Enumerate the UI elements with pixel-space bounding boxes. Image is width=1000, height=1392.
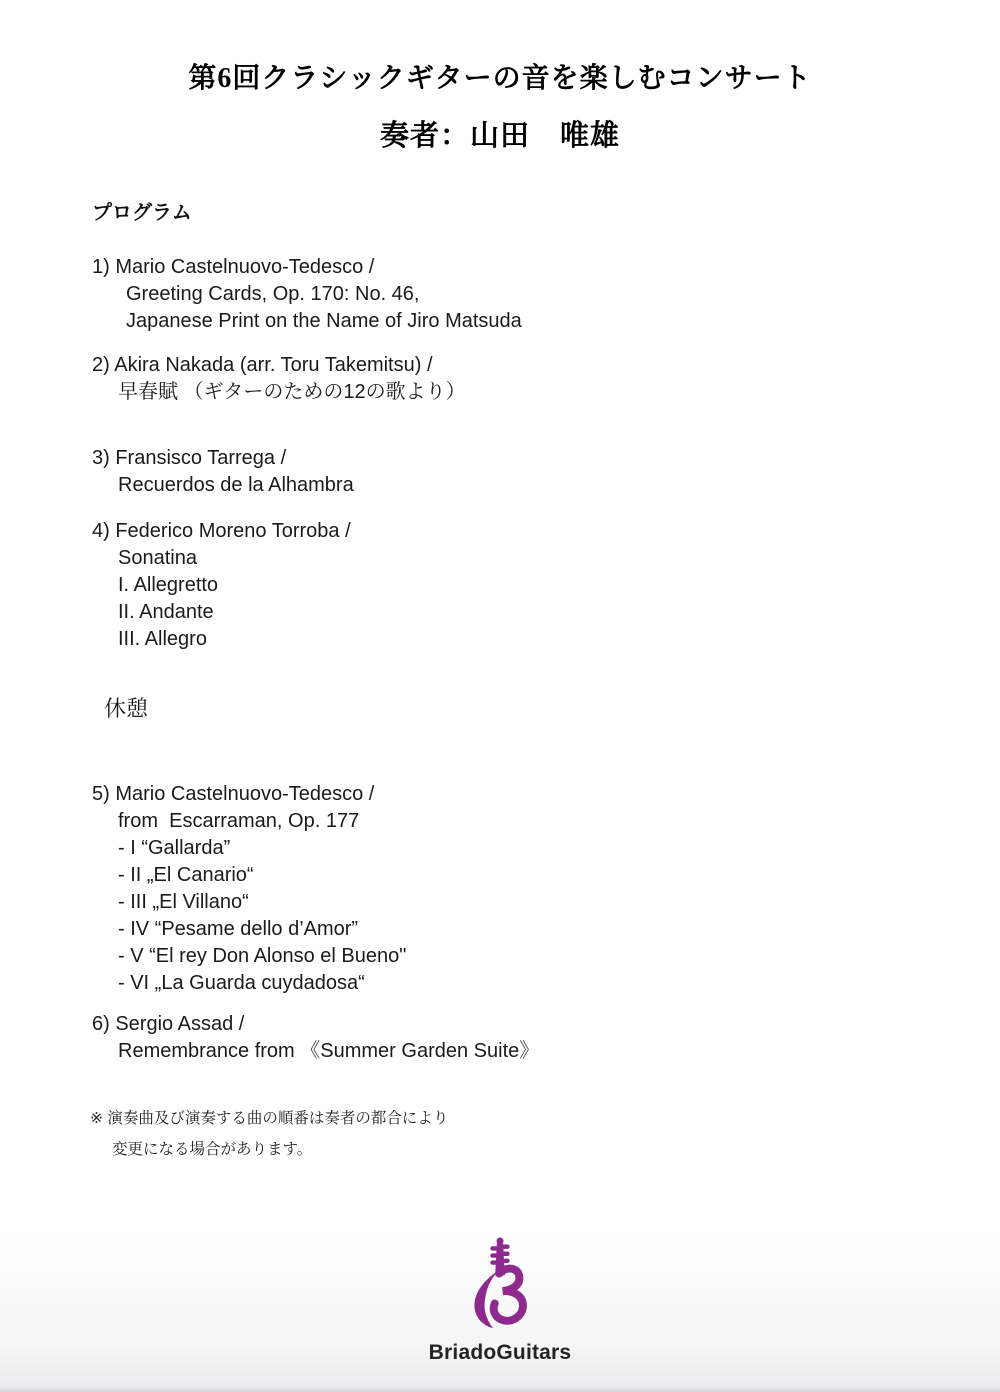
program-line: Greeting Cards, Op. 170: No. 46, [126, 283, 420, 305]
program-item-1 [92, 254, 522, 335]
program-item-3 [92, 445, 354, 499]
program-line: - II „El Canario“ [118, 864, 254, 886]
footnote-text: 演奏曲及び演奏する曲の順番は奏者の都合により [107, 1110, 449, 1127]
program-line: Remembrance from 《Summer Garden Suite》 [118, 1040, 540, 1062]
footnote [90, 1103, 448, 1165]
program-line: - III „El Villano“ [118, 891, 249, 913]
program-line: 2) Akira Nakada (arr. Toru Takemitsu) / [92, 354, 433, 376]
footnote-line-2: 変更になる場合があります。 [112, 1141, 313, 1158]
program-line: II. Andante [118, 601, 214, 623]
program-item-4 [92, 518, 351, 653]
program-line: 5) Mario Castelnuovo-Tedesco / [92, 783, 375, 805]
program-line: Japanese Print on the Name of Jiro Matsuda [126, 310, 522, 332]
program-heading: プログラム [92, 202, 192, 224]
program-line: - I “Gallarda” [118, 837, 231, 859]
concert-title: 第6回クラシックギターの音を楽しむコンサート [188, 63, 812, 94]
program-line: III. Allegro [118, 628, 207, 650]
program-item-5 [92, 781, 406, 997]
program-line: - IV “Pesame dello d’Amor” [118, 918, 359, 940]
intermission-label: 休憩 [104, 696, 149, 721]
program-line: 3) Fransisco Tarrega / [92, 447, 287, 469]
program-line: Recuerdos de la Alhambra [118, 474, 354, 496]
program-line: 4) Federico Moreno Torroba / [92, 520, 351, 542]
brand-block [0, 1236, 1000, 1365]
program-line: Sonatina [118, 547, 197, 569]
program-line: - VI „La Guarda cuydadosa“ [118, 972, 365, 994]
program-line: I. Allegretto [118, 574, 219, 596]
title-block [0, 56, 1000, 154]
footnote-marker: ※ [90, 1110, 103, 1127]
program-line: from Escarraman, Op. 177 [118, 810, 360, 832]
guitar-b-logo-icon [456, 1236, 544, 1334]
performer-name: 奏者：山田 唯雄 [379, 120, 620, 152]
program-line: 6) Sergio Assad / [92, 1013, 245, 1035]
program-line: 1) Mario Castelnuovo-Tedesco / [92, 256, 375, 278]
footnote-line-1 [90, 1103, 448, 1134]
brand-name: BriadoGuitars [428, 1341, 572, 1364]
program-item-2 [92, 352, 466, 406]
program-line: 早春賦 （ギターのための12の歌より） [118, 381, 466, 403]
program-item-6 [92, 1011, 539, 1065]
program-line: - V “El rey Don Alonso el Bueno" [118, 945, 407, 967]
